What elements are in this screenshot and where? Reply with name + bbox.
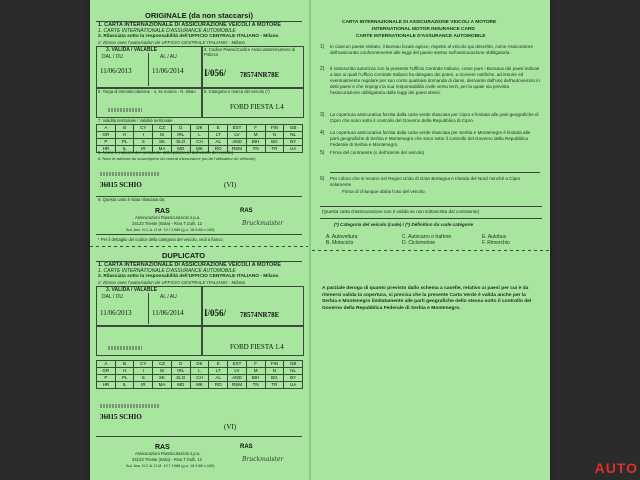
cat-a: A. Autovettura: [326, 234, 358, 240]
country-cell: D: [172, 125, 191, 132]
duplicate-countries-grid: [96, 360, 303, 389]
country-cell: M: [247, 132, 266, 139]
country-cell: HR: [97, 146, 116, 153]
country-cell: TN: [247, 146, 266, 153]
duplicate-insurer-addr: 34123 Trieste (Italia) - Riva T.Gulli, 12: [132, 457, 202, 462]
country-cell: MA: [153, 146, 172, 153]
country-cell: BIH: [247, 139, 266, 146]
country-cell: IL: [116, 382, 135, 389]
country-cell: NL: [284, 132, 303, 139]
country-cell: P: [97, 139, 116, 146]
country-cell: S: [134, 139, 153, 146]
country-cell: BY: [284, 139, 303, 146]
duplicate-category-box: [202, 326, 304, 356]
country-cell: BY: [284, 375, 303, 382]
duplicate-date-to: 11/06/2014: [152, 309, 184, 317]
country-cell: TR: [266, 382, 285, 389]
original-insurer-name: RAS: [155, 208, 170, 215]
original-plate-label: 5. Targa di immatricolazione - o, se manca - N. telaio: [98, 89, 196, 94]
original-footnote: * Per il dettaglio del codice della categoria del veicolo, vedi a fianco.: [98, 237, 224, 242]
country-cell: CY: [134, 125, 153, 132]
original-date-from: 11/06/2013: [100, 67, 132, 75]
country-cell: LV: [228, 132, 247, 139]
country-cell: B: [116, 361, 135, 368]
watermark-logo: [595, 460, 638, 476]
country-cell: UA: [284, 146, 303, 153]
country-cell: IRL: [172, 368, 191, 375]
cat-e: E. Autobus: [482, 234, 507, 240]
country-cell: DK: [191, 125, 210, 132]
right-category-title: (*) Categoria del veicolo (code) / (*) Définition du code catégorie: [334, 222, 474, 227]
country-cell: MK: [191, 146, 210, 153]
original-countries-grid: [96, 124, 303, 153]
country-cell: FIN: [266, 361, 285, 368]
country-cell: IR: [134, 146, 153, 153]
country-cell: PL: [116, 375, 135, 382]
duplicate-name-redacted: [100, 404, 160, 408]
country-cell: AL: [209, 139, 228, 146]
country-cell: IRL: [172, 132, 191, 139]
duplicate-line1: 1. CARTA INTERNAZIONALE DI ASSICURAZIONE VEICOLI A MOTORE: [98, 262, 281, 268]
duplicate-heading: DUPLICATO: [162, 251, 206, 260]
country-cell: GB: [284, 125, 303, 132]
country-cell: GR: [97, 132, 116, 139]
country-cell: RO: [209, 382, 228, 389]
right-title-2: INTERNATIONAL MOTOR INSURANCE CARD: [372, 27, 475, 32]
country-cell: AND: [228, 139, 247, 146]
right-para-3: La copertura assicurativa fornita dalla carta verde rilasciata per Cipro e limitata alle parti geografiche di Cipro che sono sotto il controllo del Governo della Repubblica di Cipro.: [330, 112, 539, 123]
country-cell: MA: [153, 382, 172, 389]
duplicate-al: AL / AU: [160, 294, 177, 300]
country-cell: CH: [191, 139, 210, 146]
country-cell: NL: [284, 368, 303, 375]
country-cell: SK: [153, 139, 172, 146]
country-cell: P: [97, 375, 116, 382]
duplicate-line2b: 2. Émise avec l'autorisation de UFFICIO CENTRALE ITALIANO - Milano: [98, 280, 246, 285]
duplicate-signature: Bruckmaister: [242, 456, 284, 463]
original-al: AL / AU: [160, 54, 177, 60]
right-para-2: Il sottoscritto autorizza con la presente l'Ufficio Centrale Italiano, come pure i Bureaux dei paesi indicati a lato ai quali l'Ufficio Centrale Italiano ha delegato dei poteri, a ricevere notifiche, ad istruire ed eventualmente regolare per suo conto qualsiasi domanda di danni, derivante dall'uso dell'autoveicolo in detti paesi e che impegni la sua responsabilità civile verso terzi, per la quale sia prevista l'assicurazione obbligatoria dalle leggi dei paesi stessi.: [330, 66, 540, 95]
left-panel: [90, 0, 308, 480]
country-cell: LV: [228, 368, 247, 375]
perforation-line: [90, 246, 308, 247]
country-cell: SLO: [172, 375, 191, 382]
duplicate-insurer-sub: Assicurazioni Riassicurazioni s.p.a.: [135, 451, 201, 456]
country-cell: E: [209, 361, 228, 368]
country-cell: IR: [134, 382, 153, 389]
country-cell: MD: [172, 146, 191, 153]
right-para-4: La copertura assicurativa fornita dalla carta verde rilasciata per Serbia e Montenegro è limitata alle parti geografiche di Serbia e Montenegro che sono sotto il controllo del Governo della Repubblica Federale di Serbia e Montenegro.: [330, 130, 531, 147]
original-heading: ORIGINALE (da non staccarsi): [145, 11, 253, 20]
duplicate-dal: DAL / DU: [102, 294, 123, 300]
country-cell: HR: [97, 382, 116, 389]
country-cell: A: [97, 125, 116, 132]
country-cell: AND: [228, 375, 247, 382]
country-cell: LT: [209, 132, 228, 139]
original-signature: Bruckmaister: [242, 220, 284, 227]
country-cell: CZ: [153, 361, 172, 368]
original-city: 36015 SCHIO: [100, 181, 142, 189]
right-title-3: CARTE INTERNATIONALE D'ASSURANCE AUTOMOBILE: [356, 34, 486, 39]
right-para-6b: Firma di chiunque abbia l'uso del veicolo.: [342, 189, 426, 194]
country-cell: L: [191, 132, 210, 139]
country-cell: EST: [228, 361, 247, 368]
country-cell: RSM: [228, 146, 247, 153]
country-cell: RSM: [228, 382, 247, 389]
duplicate-plate-redacted: [108, 346, 142, 350]
country-cell: BG: [266, 139, 285, 146]
country-cell: SLO: [172, 139, 191, 146]
right-para-6: Per coloro che si recano nel Regno Unito di Gran Bretagna e Irlanda del Nord nonché a Cipro solamente: [330, 176, 521, 187]
original-valid-label: 3. VALIDA / VALABLE: [106, 47, 158, 53]
country-cell: MK: [191, 382, 210, 389]
original-line2b: 2. Émise avec l'autorisation de UFFICIO CENTRALE ITALIANO - Milano: [98, 40, 246, 45]
country-cell: EST: [228, 125, 247, 132]
original-line1b: 1. CARTE INTERNATIONALE D'ASSURANCE AUTOMOBILE: [98, 28, 236, 34]
country-cell: FIN: [266, 125, 285, 132]
cat-c: C. Autocarro o trattore: [402, 234, 452, 240]
country-cell: TN: [247, 382, 266, 389]
original-insured-label-b: 8. Nom et adresse du souscripteur du contrat d'assurance (ou de l'utilisateur du véhicule): [98, 156, 256, 161]
country-cell: LT: [209, 368, 228, 375]
right-perforation-line: [312, 250, 550, 251]
original-insurer-sub: Assicurazioni Riassicurazioni s.p.a.: [135, 215, 201, 220]
original-name-redacted: [100, 172, 160, 176]
cat-b: B. Motociclo: [326, 240, 354, 246]
right-para-1: In ciascun paese visitato, il Bureau locale agisce, rispetto al veicolo qui descritto, come Assicuratore dell'assicurato conformemente alle leggi del paese stesso sull'assicurazione obbligatoria.: [330, 44, 533, 55]
original-country-code: I/056/: [204, 68, 227, 78]
original-category-label: 6. Categoria e marca del veicolo (*): [204, 89, 270, 94]
original-date-to: 11/06/2014: [152, 67, 184, 75]
original-dal: DAL / DU: [102, 54, 123, 60]
country-cell: F: [247, 361, 266, 368]
original-insurer-addr: 34123 Trieste (Italia) - Riva T.Gulli, 12: [132, 221, 202, 226]
duplicate-city: 36015 SCHIO: [100, 413, 142, 421]
duplicate-policy-number: 78574NR78E: [240, 311, 280, 319]
duplicate-line2: 2. Rilasciata sotto la responsabilità dell'UFFICIO CENTRALE ITALIANO - Milano: [98, 274, 279, 279]
original-code-label: 4. Codice Paese/Codice Assicuratore/numero di Polizza: [204, 47, 296, 57]
duplicate-prov: (VI): [224, 423, 237, 431]
original-insured-label: 8. Nome e indirizzo del contraente della polizza (o dell'utente del veicolo): [98, 150, 234, 155]
country-cell: AL: [209, 375, 228, 382]
country-cell: PL: [116, 139, 135, 146]
country-cell: TR: [266, 146, 285, 153]
country-cell: A: [97, 361, 116, 368]
country-cell: S: [134, 375, 153, 382]
original-stamp: RAS: [240, 208, 253, 214]
duplicate-vehicle: FORD FIESTA 1.4: [230, 343, 284, 351]
country-cell: CY: [134, 361, 153, 368]
original-insurer-label: 9. Questa carta è stata rilasciata da:: [98, 197, 166, 202]
cat-f: F. Rimorchio: [482, 240, 510, 246]
original-line1: 1. CARTA INTERNAZIONALE DI ASSICURAZIONE VEICOLI A MOTORE: [98, 22, 281, 28]
green-card-document: [90, 0, 550, 480]
watermark-text: AUTO: [594, 460, 638, 476]
country-cell: GR: [97, 368, 116, 375]
duplicate-line1b: 1. CARTE INTERNATIONALE D'ASSURANCE AUTOMOBILE: [98, 268, 236, 274]
country-cell: IS: [153, 132, 172, 139]
duplicate-valid-label: 3. VALIDA / VALABLE: [106, 287, 158, 293]
right-bottom-para: A parziale deroga di quanto previsto dallo schema a caselle, relativo ai paesi per cui è da ritenersi valida la copertura, si precisa che la presente Carta Verde è valida anche per la Serbia e Montenegro limitatamente alle parti geografiche dello stessa sotto il controllo del Governo della Repubblica Federale di Serbia e Montenegro.: [322, 286, 532, 311]
country-cell: I: [134, 368, 153, 375]
cat-d: D. Ciclomotore: [402, 240, 436, 246]
original-line2: 2. Rilasciata sotto la responsabilità dell'UFFICIO CENTRALE ITALIANO - Milano: [98, 34, 279, 39]
duplicate-country-code: I/056/: [204, 308, 227, 318]
country-cell: MD: [172, 382, 191, 389]
country-cell: BIH: [247, 375, 266, 382]
original-validity-note: 7. Validità territoriale / Validité territoriale: [98, 118, 173, 123]
country-cell: IL: [116, 146, 135, 153]
duplicate-code-box: [202, 286, 304, 326]
country-cell: IS: [153, 368, 172, 375]
duplicate-plate-box: [96, 326, 202, 356]
original-vehicle: FORD FIESTA 1.4: [230, 103, 284, 111]
country-cell: H: [116, 368, 135, 375]
duplicate-stamp: RAS: [240, 444, 253, 450]
country-cell: F: [247, 125, 266, 132]
country-cell: CH: [191, 375, 210, 382]
country-cell: CZ: [153, 125, 172, 132]
country-cell: SK: [153, 375, 172, 382]
country-cell: DK: [191, 361, 210, 368]
country-cell: E: [209, 125, 228, 132]
right-sign-line: (Questa carta d'assicurazione non è valida se non sottoscritta dal contraente): [322, 209, 480, 214]
country-cell: N: [266, 368, 285, 375]
country-cell: L: [191, 368, 210, 375]
original-prov: (VI): [224, 181, 237, 189]
country-cell: I: [134, 132, 153, 139]
original-plate-redacted: [108, 108, 142, 112]
duplicate-insurer-legal: Aut. Ass. N.C.A. D.M. 19.7.1988 (g.u. 18.9.88 n.169): [126, 464, 215, 468]
country-cell: UA: [284, 382, 303, 389]
country-cell: N: [266, 132, 285, 139]
right-title-1: CARTA INTERNAZIONALE DI ASSICURAZIONE VEICOLI A MOTORE: [342, 20, 497, 25]
duplicate-insurer-name: RAS: [155, 444, 170, 451]
right-para-5: Firma del contraente (o dell'utente del veicolo): [330, 150, 425, 155]
country-cell: H: [116, 132, 135, 139]
country-cell: M: [247, 368, 266, 375]
country-cell: GB: [284, 361, 303, 368]
original-insurer-legal: Aut. Ass. N.C.A. D.M. 19.7.1988 (g.u. 18.9.88 n.169): [126, 228, 215, 232]
country-cell: D: [172, 361, 191, 368]
original-policy-number: 78574NR78E: [240, 71, 280, 79]
fold-line: [309, 0, 311, 480]
country-cell: RO: [209, 146, 228, 153]
duplicate-date-from: 11/06/2013: [100, 309, 132, 317]
country-cell: B: [116, 125, 135, 132]
country-cell: BG: [266, 375, 285, 382]
right-panel: CARTA INTERNAZIONALE DI ASSICURAZIONE VEICOLI A MOTORE INTERNATIONAL MOTOR INSURANCE CARD CARTE INTERNATIONALE D'ASSURANCE AUTOMOBILE 1) In ciascun paese visitato, il Bureau locale agisce, rispetto al veicolo qui descritto, come Assicuratore dell'assicurato conformemente alle leggi del paese stesso sull'assicurazione obbligatoria. 2) Il sottoscritto autorizza con la presente l'Ufficio Centrale Italiano, come pure i Bureaux dei paesi indicati a lato ai quali l'Ufficio Centrale Italiano ha delegato dei poteri, a ricevere notifiche, ad istruire ed eventualmente regolare per suo conto qualsiasi domanda di danni, derivante dall'uso dell'autoveicolo in detti paesi e che impegni la sua responsabilità civile verso terzi, per la quale sia prevista l'assicurazione obbligatoria dalle leggi dei paesi stessi. 3) La copertura assicurativa fornita dalla carta verde rilasciata per Cipro e limitata alle parti geografiche di Cipro che sono sotto il controllo del Governo della Repubblica di Cipro. 4) La copertura assicurativa fornita dalla carta verde rilasciata per Serbia e Montenegro è limitata alle parti geografiche di Serbia e Montenegro che sono sotto il controllo del Governo della Repubblica Federale di Serbia e Montenegro. 5) Firma del contraente (o dell'utente del veicolo) 6) Per coloro che si recano nel Regno Unito di Gran Bretagna e Irlanda del Nord nonché a Cipro solamente Firma di chiunque abbia l'uso del veicolo. (Questa carta d'assicurazione non è valida se non sottoscritta dal contraente) (*) Categoria del veicolo (code) / (*) Définition du code catégorie A. Autovettura B. Motociclo C. Autocarro o trattore D. Ciclomotore E. Autobus F. Rimorchio A parziale deroga di quanto previsto dallo schema a caselle, relativo ai paesi per cui è da ritenersi valida la copertura, si precisa che la presente Carta Verde è valida anche per la Serbia e Montenegro limitatamente alle parti geografiche dello stessa sotto il controllo del Governo della Repubblica Federale di Serbia e Montenegro.: [312, 0, 550, 480]
